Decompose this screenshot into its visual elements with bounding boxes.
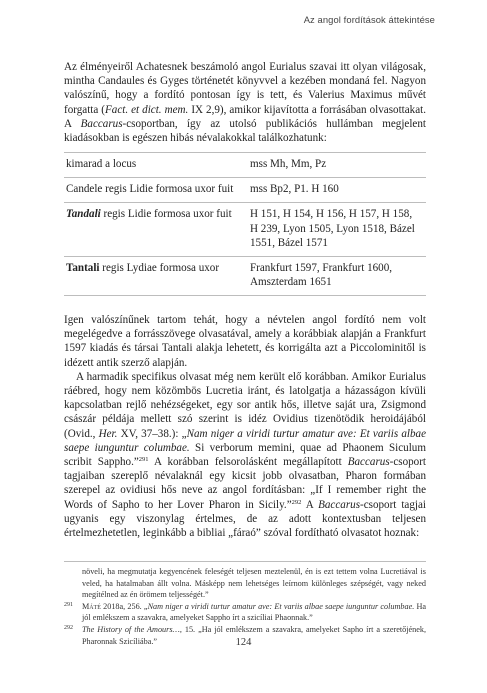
footnote-author: Máté	[82, 601, 101, 611]
text-run: A	[301, 498, 319, 511]
italic-quotation: Nam niger a viridi turtur amatur ave: Et variis albae saepe iunguntur columbae.	[147, 601, 415, 611]
footnotes	[64, 566, 426, 647]
table-cell-reading: kimarad a locus	[64, 153, 248, 178]
italic-quotation: Nam niger a viridi turtur amatur ave: Et variis albae saepe iunguntur columbae.	[64, 427, 426, 454]
table-cell-sources: H 151, H 154, H 156, H 157, H 158, H 239, Lyon 1505, Lyon 1518, Bázel 1551, Bázel 1571	[248, 203, 426, 257]
text-run: -csoport tagjaiban szereplő névalaknál egy kicsit jobb olvasatban, Pharon formában szerepel az ovidiusi hős neve az angol fordításban: „If I remember right the Words of Sapho to her Lover Pharon in Sicily.”	[64, 456, 426, 511]
table-cell-sources: Frankfurt 1597, Frankfurt 1600, Amszterdam 1651	[248, 257, 426, 296]
text-run: -csoport tagjai ugyanis egy viszonylag értelmes, de az adott kontextusban teljesen értelmezhetetlen, leginkább a bibliai „fáraó” szóval fordítható olvasatot hoznak:	[64, 498, 426, 540]
page-number: 124	[235, 637, 252, 648]
paragraph-conclusion: Igen valószínűnek tartom tehát, hogy a névtelen angol fordító nem volt megelégedve a forrásszövege olvasatával, amely a korábbiak alapján a Frankfurt 1597 kiadás és társai Tantali alakja lehetett, és korrigálta azt a Piccolominitől is idézett antik szerző alapján.	[64, 314, 426, 369]
footnote-291	[64, 601, 426, 624]
footnote-ref[interactable]: 292	[291, 498, 302, 506]
table-cell-sources: mss Bp2, P1. H 160	[248, 178, 426, 203]
footnote-continued	[64, 566, 426, 601]
table-cell-reading: Candele regis Lidie formosa uxor fuit	[64, 178, 248, 203]
text-run: Az élményeiről Achatesnek beszámoló angol Eurialus szavai itt olyan világosak, mintha Candaules és Gyges történetét könyvvel a kezében mondaná fel. Nagyon valószínű, hogy a fordító pontosan így is tett, és Valerius Maximus művét forgatta (	[64, 61, 426, 116]
table-cell-reading	[64, 257, 248, 296]
italic-citation: Fact. et dict. mem.	[105, 103, 189, 116]
table-row	[64, 153, 426, 178]
paragraph-intro	[64, 60, 426, 145]
text-run: 2018a, 256. „	[100, 601, 148, 611]
italic-title: The History of the Amours…	[82, 624, 180, 634]
bold-italic-name: Tandali	[66, 208, 101, 221]
text-run: A harmadik specifikus olvasat még nem került elő korábban. Amikor Eurialus ráébred, hogy nem közömbös Lucretia iránt, és latolgatja a házasságon kívüli kapcsolatban rejlő nehézségeket, egy sor antik hős, illetve saját ura, Zsigmond császár példája mellett szó szerint is idéz Ovidius tizenötödik heroidájából (Ovid.,	[64, 370, 426, 440]
footnote-number: 292	[64, 624, 73, 631]
footnote-text: növeli, ha megmutatja kegyencének feleségét teljesen meztelenül, én is ezt tettem volna Lucretiával is veled, ha hatalmaban állt volna. Másképp nem lehetséges leírnom különleges szépségét, vagy neked megítélned az én örömem teljességét.”	[82, 567, 426, 600]
paragraph-third-reading	[64, 370, 426, 540]
footnote-ref[interactable]: 291	[138, 456, 149, 464]
footnote-divider	[64, 561, 426, 562]
footnote-number: 291	[64, 601, 73, 608]
table-cell-reading	[64, 203, 248, 257]
text-run: Si verborum memini, quae ad Phaonem Siculum scribit Sappho.”	[64, 441, 426, 469]
text-run: IX 2,9), amikor kijavította a forrásában olvasottakat. A	[64, 103, 426, 130]
text-run: -csoportban, így az utolsó publikációs hullámban megjelent kiadásokban is egészen hibás névalakokkal találkozhatunk:	[64, 117, 426, 145]
name-variants-table	[64, 152, 426, 296]
italic-citation: Her.	[98, 427, 118, 440]
body-continued	[64, 313, 426, 540]
italic-term: Baccarus	[318, 498, 361, 511]
table-row	[64, 203, 426, 257]
text-run: A korábban felsorolásként megállapított	[148, 456, 348, 469]
table-row	[64, 178, 426, 203]
text-run: , 15. „Ha jól emlékszem a szavakra, amelyeket Sapho írt a szeretőjének, Pharonnak Szicíliába.”	[82, 624, 426, 646]
table-row	[64, 257, 426, 296]
italic-term: Baccarus	[80, 117, 123, 130]
running-head: Az angol fordítások áttekintése	[303, 14, 435, 25]
text-run: regis Lydiae formosa uxor	[99, 262, 220, 275]
text-run: XV, 37–38.): „	[117, 427, 187, 440]
italic-term: Baccarus	[347, 456, 390, 469]
table-cell-sources: mss Mh, Mm, Pz	[248, 153, 426, 178]
text-run: Ha jól emlékszem a szavakra, amelyeket Sappho írt a szicíliai Phaonnak.”	[82, 601, 427, 623]
bold-name: Tantali	[66, 262, 100, 275]
text-run: regis Lidie formosa uxor fuit	[100, 208, 232, 221]
